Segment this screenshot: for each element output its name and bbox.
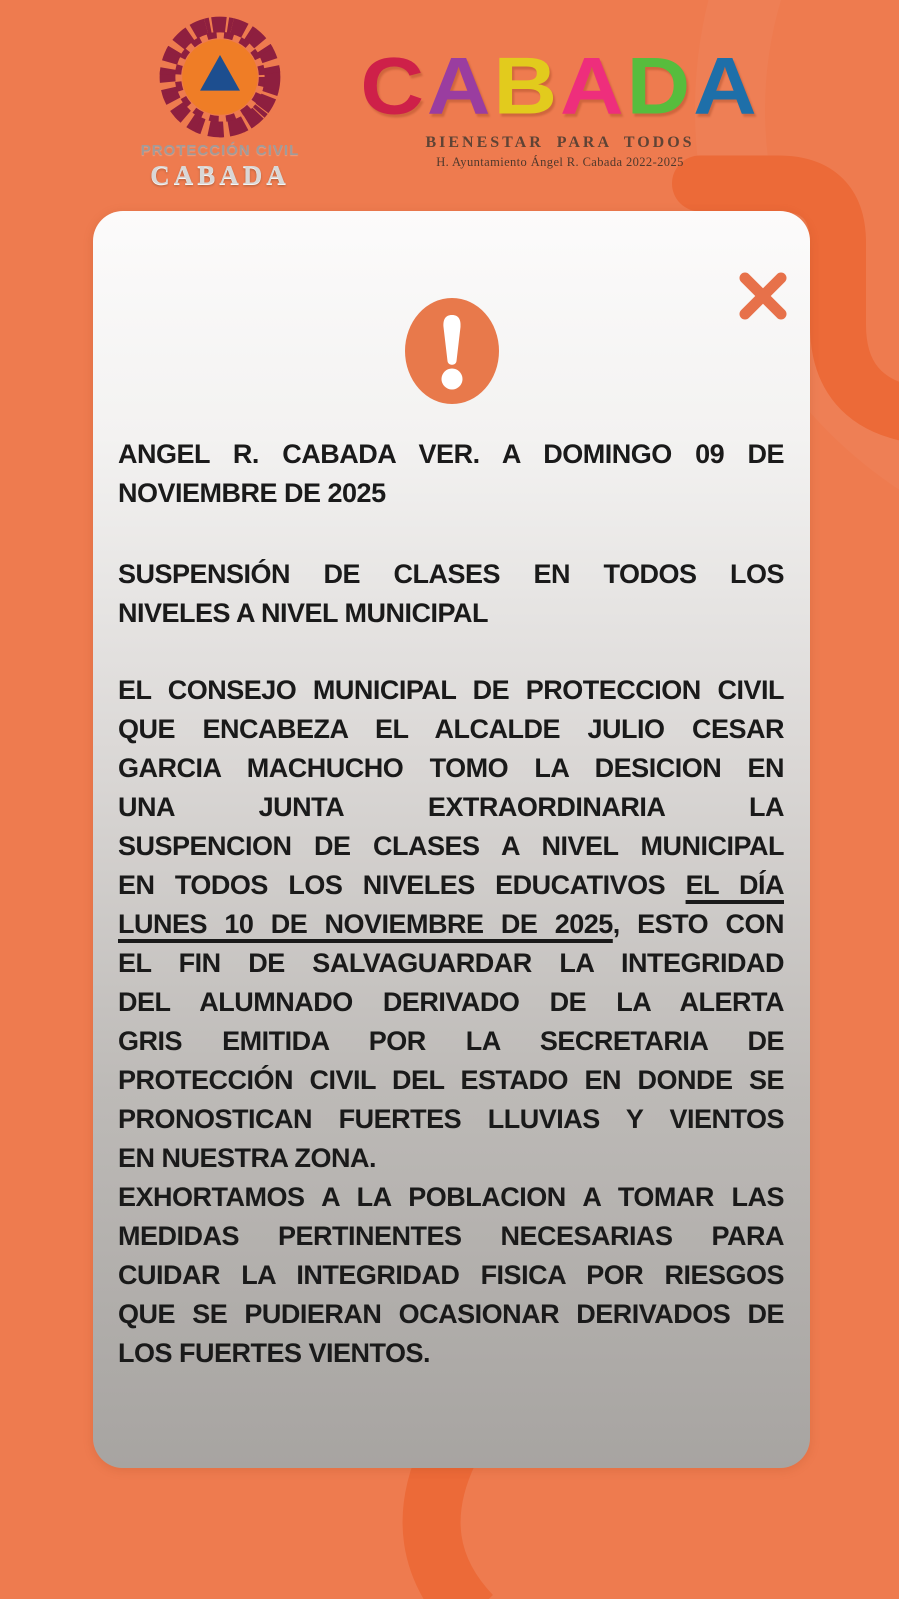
- close-icon[interactable]: [736, 269, 790, 323]
- body-text: GARCIA MACHUCHO TOMO LA DESICION EN: [118, 753, 784, 783]
- body-line: [118, 749, 784, 788]
- proteccion-civil-cabada-label: CABADA: [150, 160, 290, 190]
- underlined-text: EL DÍA: [685, 870, 784, 900]
- notice-paragraph: [118, 555, 784, 633]
- body-line: [118, 788, 784, 827]
- body-line: [118, 1100, 784, 1139]
- body-line: [118, 1061, 784, 1100]
- body-line: [118, 866, 784, 905]
- body-text: CUIDAR LA INTEGRIDAD FISICA POR RIESGOS: [118, 1260, 784, 1290]
- body-text: QUE SE PUDIERAN OCASIONAR DERIVADOS DE: [118, 1299, 784, 1329]
- cabada-letter: B: [493, 40, 560, 132]
- cabada-subtitle: H. Ayuntamiento Ángel R. Cabada 2022-2025: [436, 155, 684, 169]
- body-text: , ESTO CON: [612, 909, 784, 939]
- body-text: MEDIDAS PERTINENTES NECESARIAS PARA: [118, 1221, 784, 1251]
- body-line: [118, 1256, 784, 1295]
- body-line: [118, 944, 784, 983]
- body-line: [118, 905, 784, 944]
- body-text: DEL ALUMNADO DERIVADO DE LA ALERTA: [118, 987, 784, 1017]
- body-line: [118, 474, 784, 513]
- body-text: EL CONSEJO MUNICIPAL DE PROTECCION CIVIL: [118, 675, 784, 705]
- body-line: [118, 1139, 784, 1178]
- body-text: PRONOSTICAN FUERTES LLUVIAS Y VIENTOS: [118, 1104, 784, 1134]
- cabada-letter: A: [426, 40, 494, 132]
- body-line: [118, 1178, 784, 1217]
- cabada-wordmark: [335, 40, 785, 132]
- body-text: NOVIEMBRE DE 2025: [118, 478, 386, 508]
- body-line: [118, 1295, 784, 1334]
- body-line: [118, 555, 784, 594]
- notice-card: [93, 211, 810, 1468]
- body-text: EXHORTAMOS A LA POBLACION A TOMAR LAS: [118, 1182, 784, 1212]
- notice-paragraph: [118, 435, 784, 513]
- body-text: GRIS EMITIDA POR LA SECRETARIA DE: [118, 1026, 784, 1056]
- cabada-letter: A: [560, 40, 627, 132]
- body-text: NIVELES A NIVEL MUNICIPAL: [118, 598, 489, 628]
- body-text: PROTECCIÓN CIVIL DEL ESTADO EN DONDE SE: [118, 1065, 784, 1095]
- body-text: UNA JUNTA EXTRAORDINARIA LA: [118, 792, 784, 822]
- body-text: SUSPENCION DE CLASES A NIVEL MUNICIPAL: [118, 831, 784, 861]
- body-text: LOS FUERTES VIENTOS.: [118, 1338, 431, 1368]
- notice-body: [118, 435, 784, 1373]
- cabada-letter: D: [626, 40, 694, 132]
- underlined-text: LUNES 10 DE NOVIEMBRE DE 2025: [118, 909, 613, 939]
- body-text: QUE ENCABEZA EL ALCALDE JULIO CESAR: [118, 714, 784, 744]
- body-text: EN NUESTRA ZONA.: [118, 1143, 377, 1173]
- body-text: EL FIN DE SALVAGUARDAR LA INTEGRIDAD: [118, 948, 784, 978]
- body-line: [118, 827, 784, 866]
- body-line: [118, 594, 784, 633]
- cabada-tagline: BIENESTAR PARA TODOS: [425, 134, 695, 151]
- body-line: [118, 435, 784, 474]
- body-text: EN TODOS LOS NIVELES EDUCATIVOS: [118, 870, 686, 900]
- body-text: ANGEL R. CABADA VER. A DOMINGO 09 DE: [118, 439, 784, 469]
- cabada-letter: A: [693, 40, 760, 132]
- notice-paragraph: [118, 1178, 784, 1373]
- proteccion-civil-label: PROTECCIÓN CIVIL: [140, 142, 300, 159]
- notice-paragraph: [118, 671, 784, 1178]
- body-line: [118, 1334, 784, 1373]
- body-line: [118, 1022, 784, 1061]
- body-line: [118, 1217, 784, 1256]
- body-line: [118, 983, 784, 1022]
- header: [0, 0, 899, 210]
- cabada-logo: [335, 40, 785, 170]
- body-line: [118, 710, 784, 749]
- proteccion-civil-logo: [130, 14, 310, 191]
- card-bottom-swoosh: [432, 1452, 472, 1599]
- body-line: [118, 671, 784, 710]
- cabada-letter: C: [360, 40, 427, 132]
- proteccion-civil-emblem-icon: [154, 14, 286, 140]
- exclamation-icon: [404, 297, 500, 405]
- body-text: SUSPENSIÓN DE CLASES EN TODOS LOS: [118, 559, 784, 589]
